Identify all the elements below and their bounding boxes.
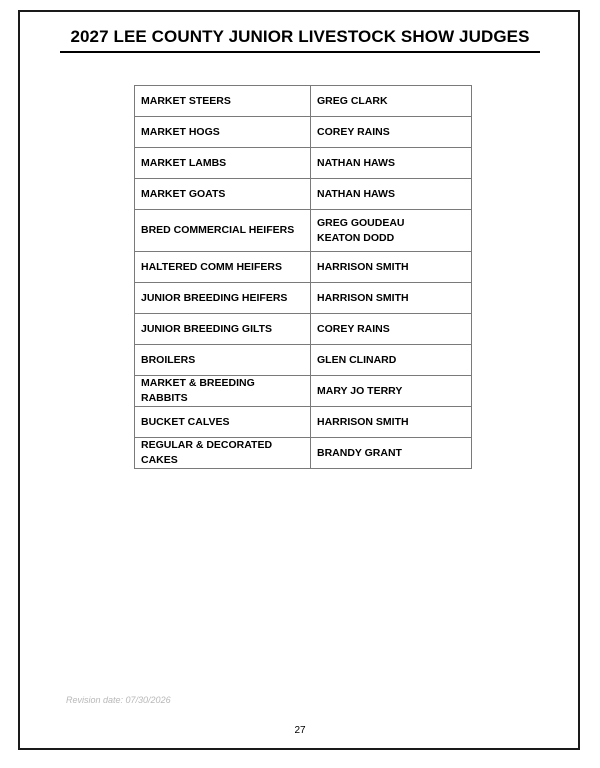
judge-cell — [311, 283, 472, 314]
judge-name: GREG CLARK — [317, 94, 388, 107]
judge-name: NATHAN HAWS — [317, 156, 395, 169]
category-cell: MARKET GOATS — [135, 179, 311, 210]
category-cell: MARKET & BREEDING RABBITS — [135, 376, 311, 407]
table-row — [135, 283, 472, 314]
table-row — [135, 438, 472, 469]
category-cell: REGULAR & DECORATED CAKES — [135, 438, 311, 469]
judge-cell — [311, 438, 472, 469]
judge-name: GREG GOUDEAU — [317, 216, 405, 229]
judge-name: BRANDY GRANT — [317, 446, 402, 459]
judge-cell — [311, 407, 472, 438]
category-cell: BRED COMMERCIAL HEIFERS — [135, 210, 311, 252]
category-cell: BUCKET CALVES — [135, 407, 311, 438]
category-cell: JUNIOR BREEDING HEIFERS — [135, 283, 311, 314]
judge-name: MARY JO TERRY — [317, 384, 403, 397]
revision-date: Revision date: 07/30/2026 — [66, 695, 171, 705]
table-row — [135, 376, 472, 407]
table-row — [135, 314, 472, 345]
category-cell: MARKET STEERS — [135, 86, 311, 117]
table-row — [135, 252, 472, 283]
table-row — [135, 148, 472, 179]
category-cell: HALTERED COMM HEIFERS — [135, 252, 311, 283]
page-title: 2027 LEE COUNTY JUNIOR LIVESTOCK SHOW JUDGES — [70, 27, 530, 46]
judge-name: NATHAN HAWS — [317, 187, 395, 200]
judge-cell — [311, 314, 472, 345]
judge-cell — [311, 210, 472, 252]
judge-cell — [311, 117, 472, 148]
table-row — [135, 345, 472, 376]
category-cell: MARKET HOGS — [135, 117, 311, 148]
table-row — [135, 210, 472, 252]
judge-name: COREY RAINS — [317, 125, 390, 138]
judge-cell — [311, 148, 472, 179]
category-cell: MARKET LAMBS — [135, 148, 311, 179]
judge-cell — [311, 345, 472, 376]
table-row — [135, 179, 472, 210]
table-row — [135, 117, 472, 148]
table-row — [135, 407, 472, 438]
judge-cell — [311, 252, 472, 283]
page-number: 27 — [294, 725, 306, 736]
judge-cell — [311, 376, 472, 407]
judge-name: HARRISON SMITH — [317, 415, 409, 428]
judge-name: HARRISON SMITH — [317, 291, 409, 304]
judge-cell — [311, 179, 472, 210]
judge-name: KEATON DODD — [317, 231, 395, 244]
title-underline — [60, 51, 540, 53]
table-row — [135, 86, 472, 117]
judge-cell — [311, 86, 472, 117]
category-cell: BROILERS — [135, 345, 311, 376]
judge-name: HARRISON SMITH — [317, 260, 409, 273]
judge-name: COREY RAINS — [317, 322, 390, 335]
judge-name: GLEN CLINARD — [317, 353, 397, 366]
category-cell: JUNIOR BREEDING GILTS — [135, 314, 311, 345]
judges-table — [134, 85, 472, 469]
